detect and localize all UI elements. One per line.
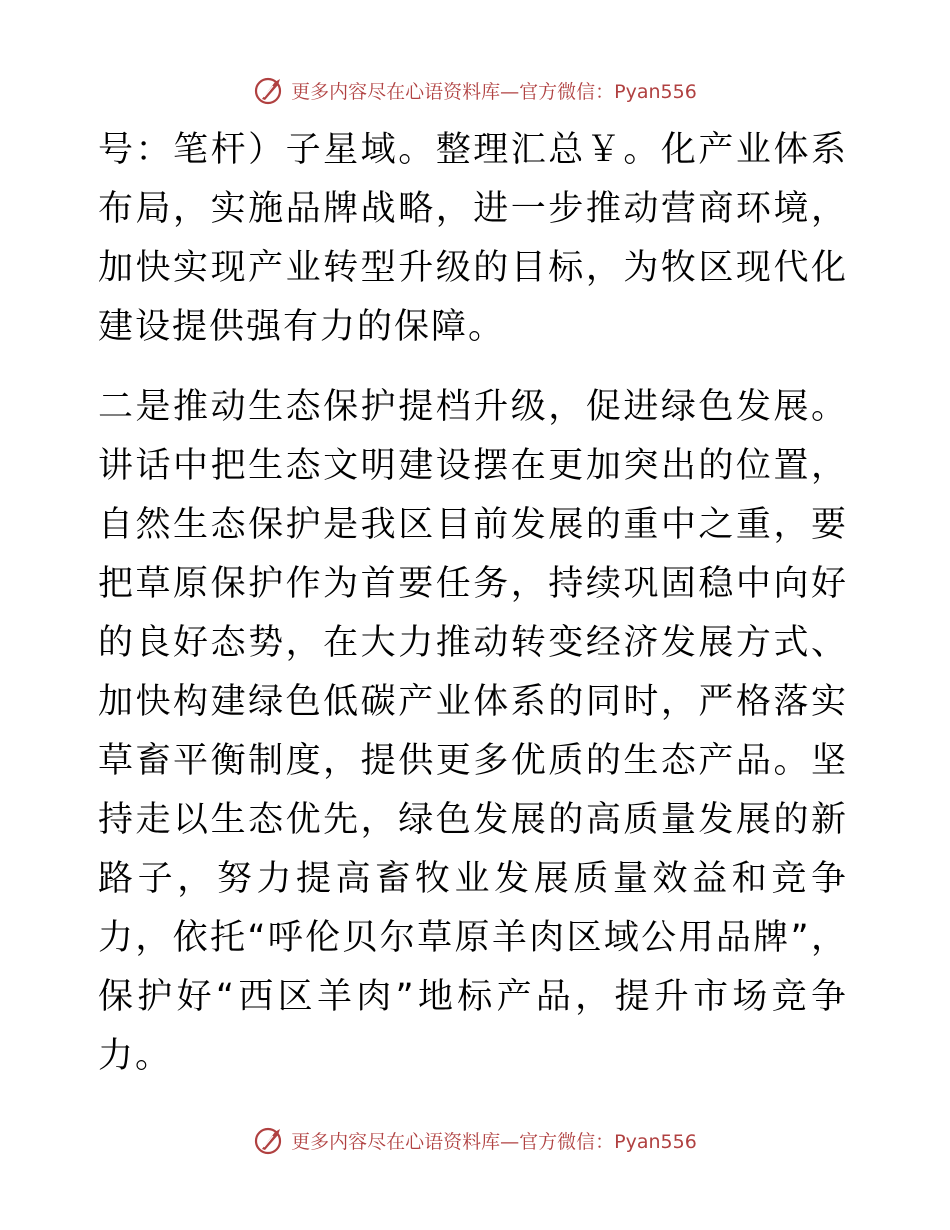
document-body [98, 121, 848, 1086]
watermark-contact: 官方微信：Pyan556 [519, 80, 697, 103]
watermark-text: 更多内容尽在心语资料库— [291, 1130, 520, 1153]
header-watermark [0, 70, 950, 110]
quill-logo-icon [253, 1123, 287, 1157]
watermark-text: 更多内容尽在心语资料库— [291, 80, 520, 103]
paragraph-1: 号：笔杆）子星域。整理汇总￥。化产业体系布局，实施品牌战略，进一步推动营商环境，加快实现产业转型升级的目标，为牧区现代化建设提供强有力的保障。 [98, 130, 848, 347]
footer-watermark [0, 1120, 950, 1160]
watermark-contact: 官方微信：Pyan556 [519, 1130, 697, 1153]
quill-logo-icon [253, 73, 287, 107]
paragraph-2: 二是推动生态保护提档升级，促进绿色发展。讲话中把生态文明建设摆在更加突出的位置，自然生态保护是我区目前发展的重中之重，要把草原保护作为首要任务，持续巩固稳中向好的良好态势，在大力推动转变经济发展方式、加快构建绿色低碳产业体系的同时，严格落实草畜平衡制度，提供更多优质的生态产品。坚持走以生态优先，绿色发展的高质量发展的新路子，努力提高畜牧业发展质量效益和竞争力，依托“呼伦贝尔草原羊肉区域公用品牌”，保护好“西区羊肉”地标产品，提升市场竞争力。 [98, 387, 848, 1076]
